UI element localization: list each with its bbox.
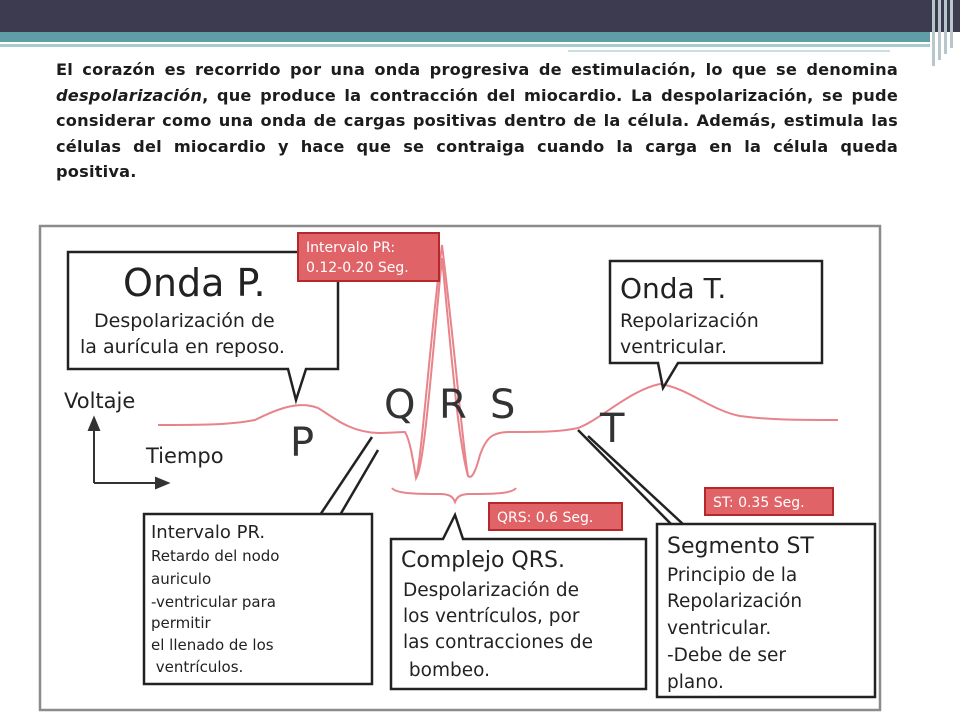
intro-text-1: El corazón es recorrido por una onda progresiva de estimulación, lo que se denomina <box>56 60 898 79</box>
callout-intervalo-pr <box>144 514 372 684</box>
tag-pr-line2: 0.12-0.20 Seg. <box>306 260 409 276</box>
pr-box-line: el llenado de los <box>151 636 274 654</box>
onda-p-title: Onda P. <box>123 261 266 305</box>
wave-letter-r: R <box>439 382 467 428</box>
x-axis-label: Tiempo <box>146 444 224 468</box>
callout-complejo-qrs <box>391 515 646 689</box>
intro-text-2: , que produce la contracción del miocardio. La despolarización, se pude considerar como una onda de cargas positivas dentro de la célula. Además, estimula las células del miocardio y hace que se contraiga cuando la carga en la célula queda positiva. <box>56 85 898 182</box>
qrs-box-line: los ventrículos, por <box>403 606 580 627</box>
tag-qrs-text: QRS: 0.6 Seg. <box>497 510 594 526</box>
y-axis-label: Voltaje <box>64 389 136 413</box>
pr-box-line: permitir <box>151 614 211 632</box>
st-box-line: plano. <box>667 672 724 693</box>
tag-pr-line1: Intervalo PR: <box>306 240 396 256</box>
tag-qrs <box>489 503 622 530</box>
pr-box-line: auriculo <box>151 570 212 588</box>
pr-box-line: ventrículos. <box>151 658 244 676</box>
pr-box-line: -ventricular para <box>151 593 276 611</box>
tag-st-text: ST: 0.35 Seg. <box>713 495 805 511</box>
st-box-line: ventricular. <box>667 618 772 639</box>
wave-letter-q: Q <box>384 382 416 428</box>
onda-p-line1: Despolarización de <box>94 310 275 332</box>
qrs-box-title: Complejo QRS. <box>401 548 565 573</box>
onda-p-line2: la aurícula en reposo. <box>80 336 285 358</box>
tag-st <box>705 488 833 515</box>
onda-t-line1: Repolarización <box>620 310 759 332</box>
intro-italic: despolarización <box>56 85 203 105</box>
qrs-box-line: las contracciones de <box>403 632 593 653</box>
st-box-line: Principio de la <box>667 565 798 586</box>
qrs-box-line: bombeo. <box>403 660 490 681</box>
onda-t-line2: ventricular. <box>620 336 728 358</box>
wave-letter-p: P <box>290 420 315 466</box>
st-box-line: -Debe de ser <box>667 645 786 666</box>
onda-t-title: Onda T. <box>620 272 727 305</box>
st-box-title: Segmento ST <box>667 534 814 559</box>
pr-box-line: Retardo del nodo <box>151 547 280 565</box>
callout-segmento-st <box>657 524 875 697</box>
tag-intervalo-pr <box>298 233 439 281</box>
wave-letter-s: S <box>490 382 516 428</box>
wave-letter-t: T <box>600 406 625 452</box>
qrs-box-line: Despolarización de <box>403 580 579 601</box>
st-box-line: Repolarización <box>667 591 803 612</box>
pr-box-title: Intervalo PR. <box>151 522 266 543</box>
